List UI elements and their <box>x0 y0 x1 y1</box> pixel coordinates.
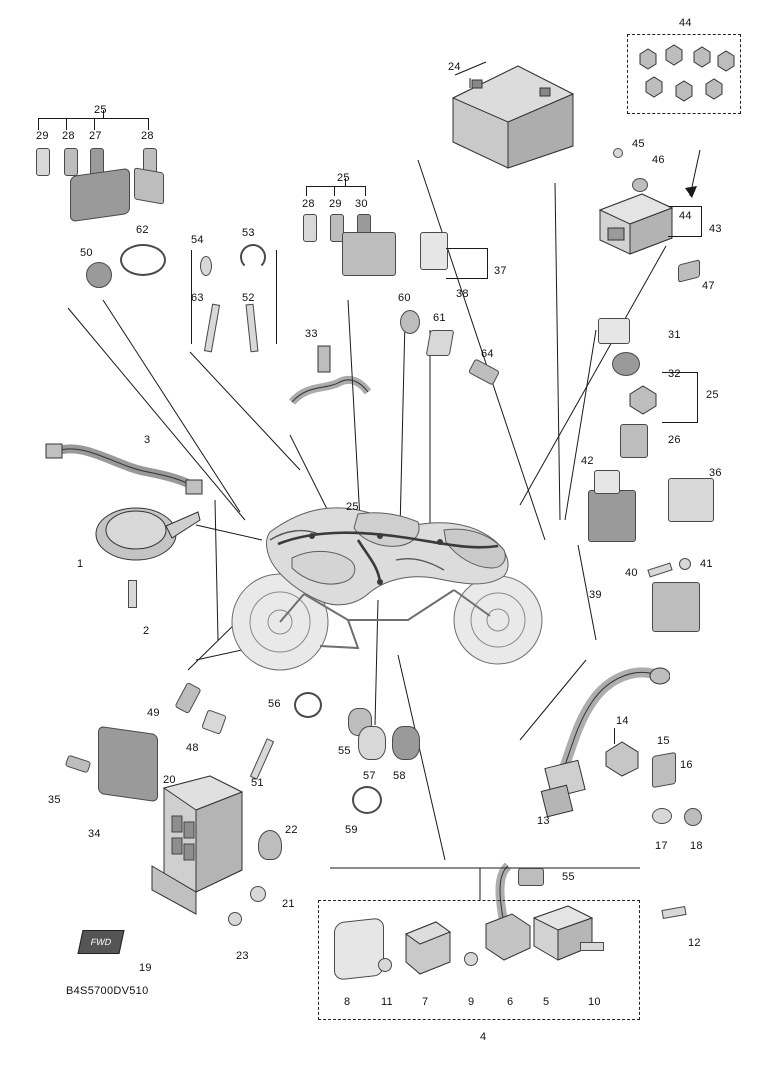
bracket-43-bottom <box>668 236 702 237</box>
plate-42 <box>594 470 620 494</box>
motorcycle-illustration <box>208 470 568 680</box>
callout-42: 42 <box>581 455 594 467</box>
hook-53 <box>240 244 266 270</box>
callout-21: 21 <box>282 898 295 910</box>
solenoid-25c <box>626 382 660 416</box>
callout-64: 64 <box>481 348 494 360</box>
callout-19: 19 <box>139 962 152 974</box>
grommet-60 <box>400 310 420 334</box>
callout-41: 41 <box>700 558 713 570</box>
bracket-25b-m <box>334 186 335 196</box>
clip-48 <box>201 709 227 735</box>
bracket-25c-r <box>697 372 698 422</box>
callout-44-top: 44 <box>679 17 692 29</box>
callout-59: 59 <box>345 824 358 836</box>
relay-36 <box>668 478 714 522</box>
bracket-25a-left <box>38 118 39 130</box>
callout-62: 62 <box>136 224 149 236</box>
cover-31 <box>598 318 630 344</box>
cover-8 <box>334 917 384 980</box>
callout-33: 33 <box>305 328 318 340</box>
callout-22: 22 <box>285 824 298 836</box>
callout-25a: 25 <box>94 104 107 116</box>
callout-61: 61 <box>433 312 446 324</box>
bolt-11 <box>378 958 392 972</box>
callout-36: 36 <box>709 467 722 479</box>
callout-60: 60 <box>398 292 411 304</box>
bracket-47 <box>678 259 700 282</box>
bolt-40 <box>647 562 672 577</box>
callout-35: 35 <box>48 794 61 806</box>
callout-45: 45 <box>632 138 645 150</box>
cover-7 <box>402 916 454 978</box>
callout-13: 13 <box>537 815 550 827</box>
callout-63: 63 <box>191 292 204 304</box>
ecu-43 <box>594 188 678 260</box>
callout-49: 49 <box>147 707 160 719</box>
callout-44-b: 44 <box>679 210 692 222</box>
callout-10: 10 <box>588 996 601 1008</box>
washer-17 <box>652 808 672 824</box>
callout-14: 14 <box>616 715 629 727</box>
callout-58: 58 <box>393 770 406 782</box>
fuse-28c <box>303 214 317 242</box>
battery-24 <box>448 60 578 172</box>
relay-38 <box>420 232 448 270</box>
bracket-25b-top <box>306 186 366 187</box>
callout-43: 43 <box>709 223 722 235</box>
horn-32 <box>612 352 640 376</box>
bolt-2 <box>128 580 137 608</box>
bolt-41 <box>679 558 691 570</box>
connector-64 <box>468 358 500 385</box>
callout-29a: 29 <box>36 130 49 142</box>
battery-box-5 <box>528 900 598 968</box>
ecu-42 <box>588 490 636 542</box>
tie-63 <box>204 304 220 353</box>
drawing-part-code: B4S5700DV510 <box>66 985 149 997</box>
bracket-25b-l <box>306 186 307 196</box>
clamp-56 <box>294 692 322 718</box>
callout-18: 18 <box>690 840 703 852</box>
bolt-21 <box>250 886 266 902</box>
callout-28b: 28 <box>141 130 154 142</box>
bracket-25c-bottom <box>662 422 698 423</box>
callout-5: 5 <box>543 996 550 1008</box>
callout-56: 56 <box>268 698 281 710</box>
bracket-43-right <box>701 206 702 236</box>
callout-24: 24 <box>448 61 461 73</box>
bracket-37-top <box>446 248 488 249</box>
callout-4: 4 <box>480 1031 487 1043</box>
bracket-37-bottom <box>446 278 488 279</box>
bolt-10 <box>580 942 604 951</box>
callout-46: 46 <box>652 154 665 166</box>
bolt-12 <box>661 906 686 919</box>
callout-7: 7 <box>422 996 429 1008</box>
callout-25d: 25 <box>346 501 359 513</box>
terminal-16 <box>652 752 676 788</box>
callout-47: 47 <box>702 280 715 292</box>
callout-51: 51 <box>251 777 264 789</box>
callout-28c: 28 <box>302 198 315 210</box>
callout-53: 53 <box>242 227 255 239</box>
callout-1: 1 <box>77 558 84 570</box>
callout-16: 16 <box>680 759 693 771</box>
callout-38: 38 <box>456 288 469 300</box>
cover-22 <box>258 830 282 860</box>
callout-55b: 55 <box>562 871 575 883</box>
grommet-58 <box>392 726 420 760</box>
fuse-28a <box>64 148 78 176</box>
callout-8: 8 <box>344 996 351 1008</box>
callout-11: 11 <box>381 996 393 1008</box>
callout-27: 27 <box>89 130 102 142</box>
callout-57: 57 <box>363 770 376 782</box>
band-62 <box>120 244 166 276</box>
bolt-9 <box>464 952 478 966</box>
hose-33 <box>282 344 372 412</box>
callout-17: 17 <box>655 840 668 852</box>
callout-52: 52 <box>242 292 255 304</box>
callout-23: 23 <box>236 950 249 962</box>
regulator-39 <box>652 582 700 632</box>
relay-26 <box>620 424 648 458</box>
bolt-cluster-44 <box>632 40 736 108</box>
callout-31: 31 <box>668 329 681 341</box>
fwd-direction-badge: FWD <box>77 930 124 954</box>
sensor-49 <box>174 682 201 714</box>
harness-connector-block-20 <box>150 770 260 920</box>
starter-motor-13 <box>520 664 670 824</box>
grommet-57 <box>358 726 386 760</box>
callout-32: 32 <box>668 368 681 380</box>
tie-52 <box>246 304 259 353</box>
bracket-37-r <box>487 248 488 278</box>
callout-55a: 55 <box>338 745 351 757</box>
bracket-25b-r <box>365 186 366 196</box>
clamp-59 <box>352 786 382 814</box>
nut-18 <box>684 808 702 826</box>
connector-15 <box>602 738 642 778</box>
nut-46 <box>632 178 648 192</box>
bracket-25a-top <box>38 118 148 119</box>
callout-25b: 25 <box>337 172 350 184</box>
bracket-25a-right <box>148 118 149 130</box>
fuse-box-lid <box>134 167 164 204</box>
fuse-box-housing <box>70 168 130 222</box>
callout-26: 26 <box>668 434 681 446</box>
bracket-43-top <box>668 206 702 207</box>
abs-unit-34 <box>98 726 158 802</box>
bracket-25a-mid1 <box>66 118 67 130</box>
bracket-25a-mid2 <box>94 118 95 130</box>
callout-37: 37 <box>494 265 507 277</box>
screw-45 <box>613 148 623 158</box>
clip-61 <box>426 330 455 356</box>
callout-30: 30 <box>355 198 368 210</box>
callout-25c: 25 <box>706 389 719 401</box>
bolt-23 <box>228 912 242 926</box>
callout-50: 50 <box>80 247 93 259</box>
relay-box-37 <box>342 232 396 276</box>
callout-3: 3 <box>144 434 151 446</box>
callout-48: 48 <box>186 742 199 754</box>
callout-28a: 28 <box>62 130 75 142</box>
leader-14 <box>614 728 615 744</box>
grommet-50 <box>86 262 112 288</box>
callout-2: 2 <box>143 625 150 637</box>
clamp-54 <box>200 256 212 276</box>
callout-20: 20 <box>163 774 176 786</box>
bracket-3 <box>44 436 204 510</box>
callout-15: 15 <box>657 735 670 747</box>
callout-6: 6 <box>507 996 514 1008</box>
callout-39: 39 <box>589 589 602 601</box>
callout-34: 34 <box>88 828 101 840</box>
callout-29b: 29 <box>329 198 342 210</box>
callout-9: 9 <box>468 996 475 1008</box>
callout-12: 12 <box>688 937 701 949</box>
grommet-55b <box>518 868 544 886</box>
callout-40: 40 <box>625 567 638 579</box>
bracket-53-52 <box>276 250 277 344</box>
bracket-35 <box>65 755 92 774</box>
fuse-29a <box>36 148 50 176</box>
callout-54: 54 <box>191 234 204 246</box>
